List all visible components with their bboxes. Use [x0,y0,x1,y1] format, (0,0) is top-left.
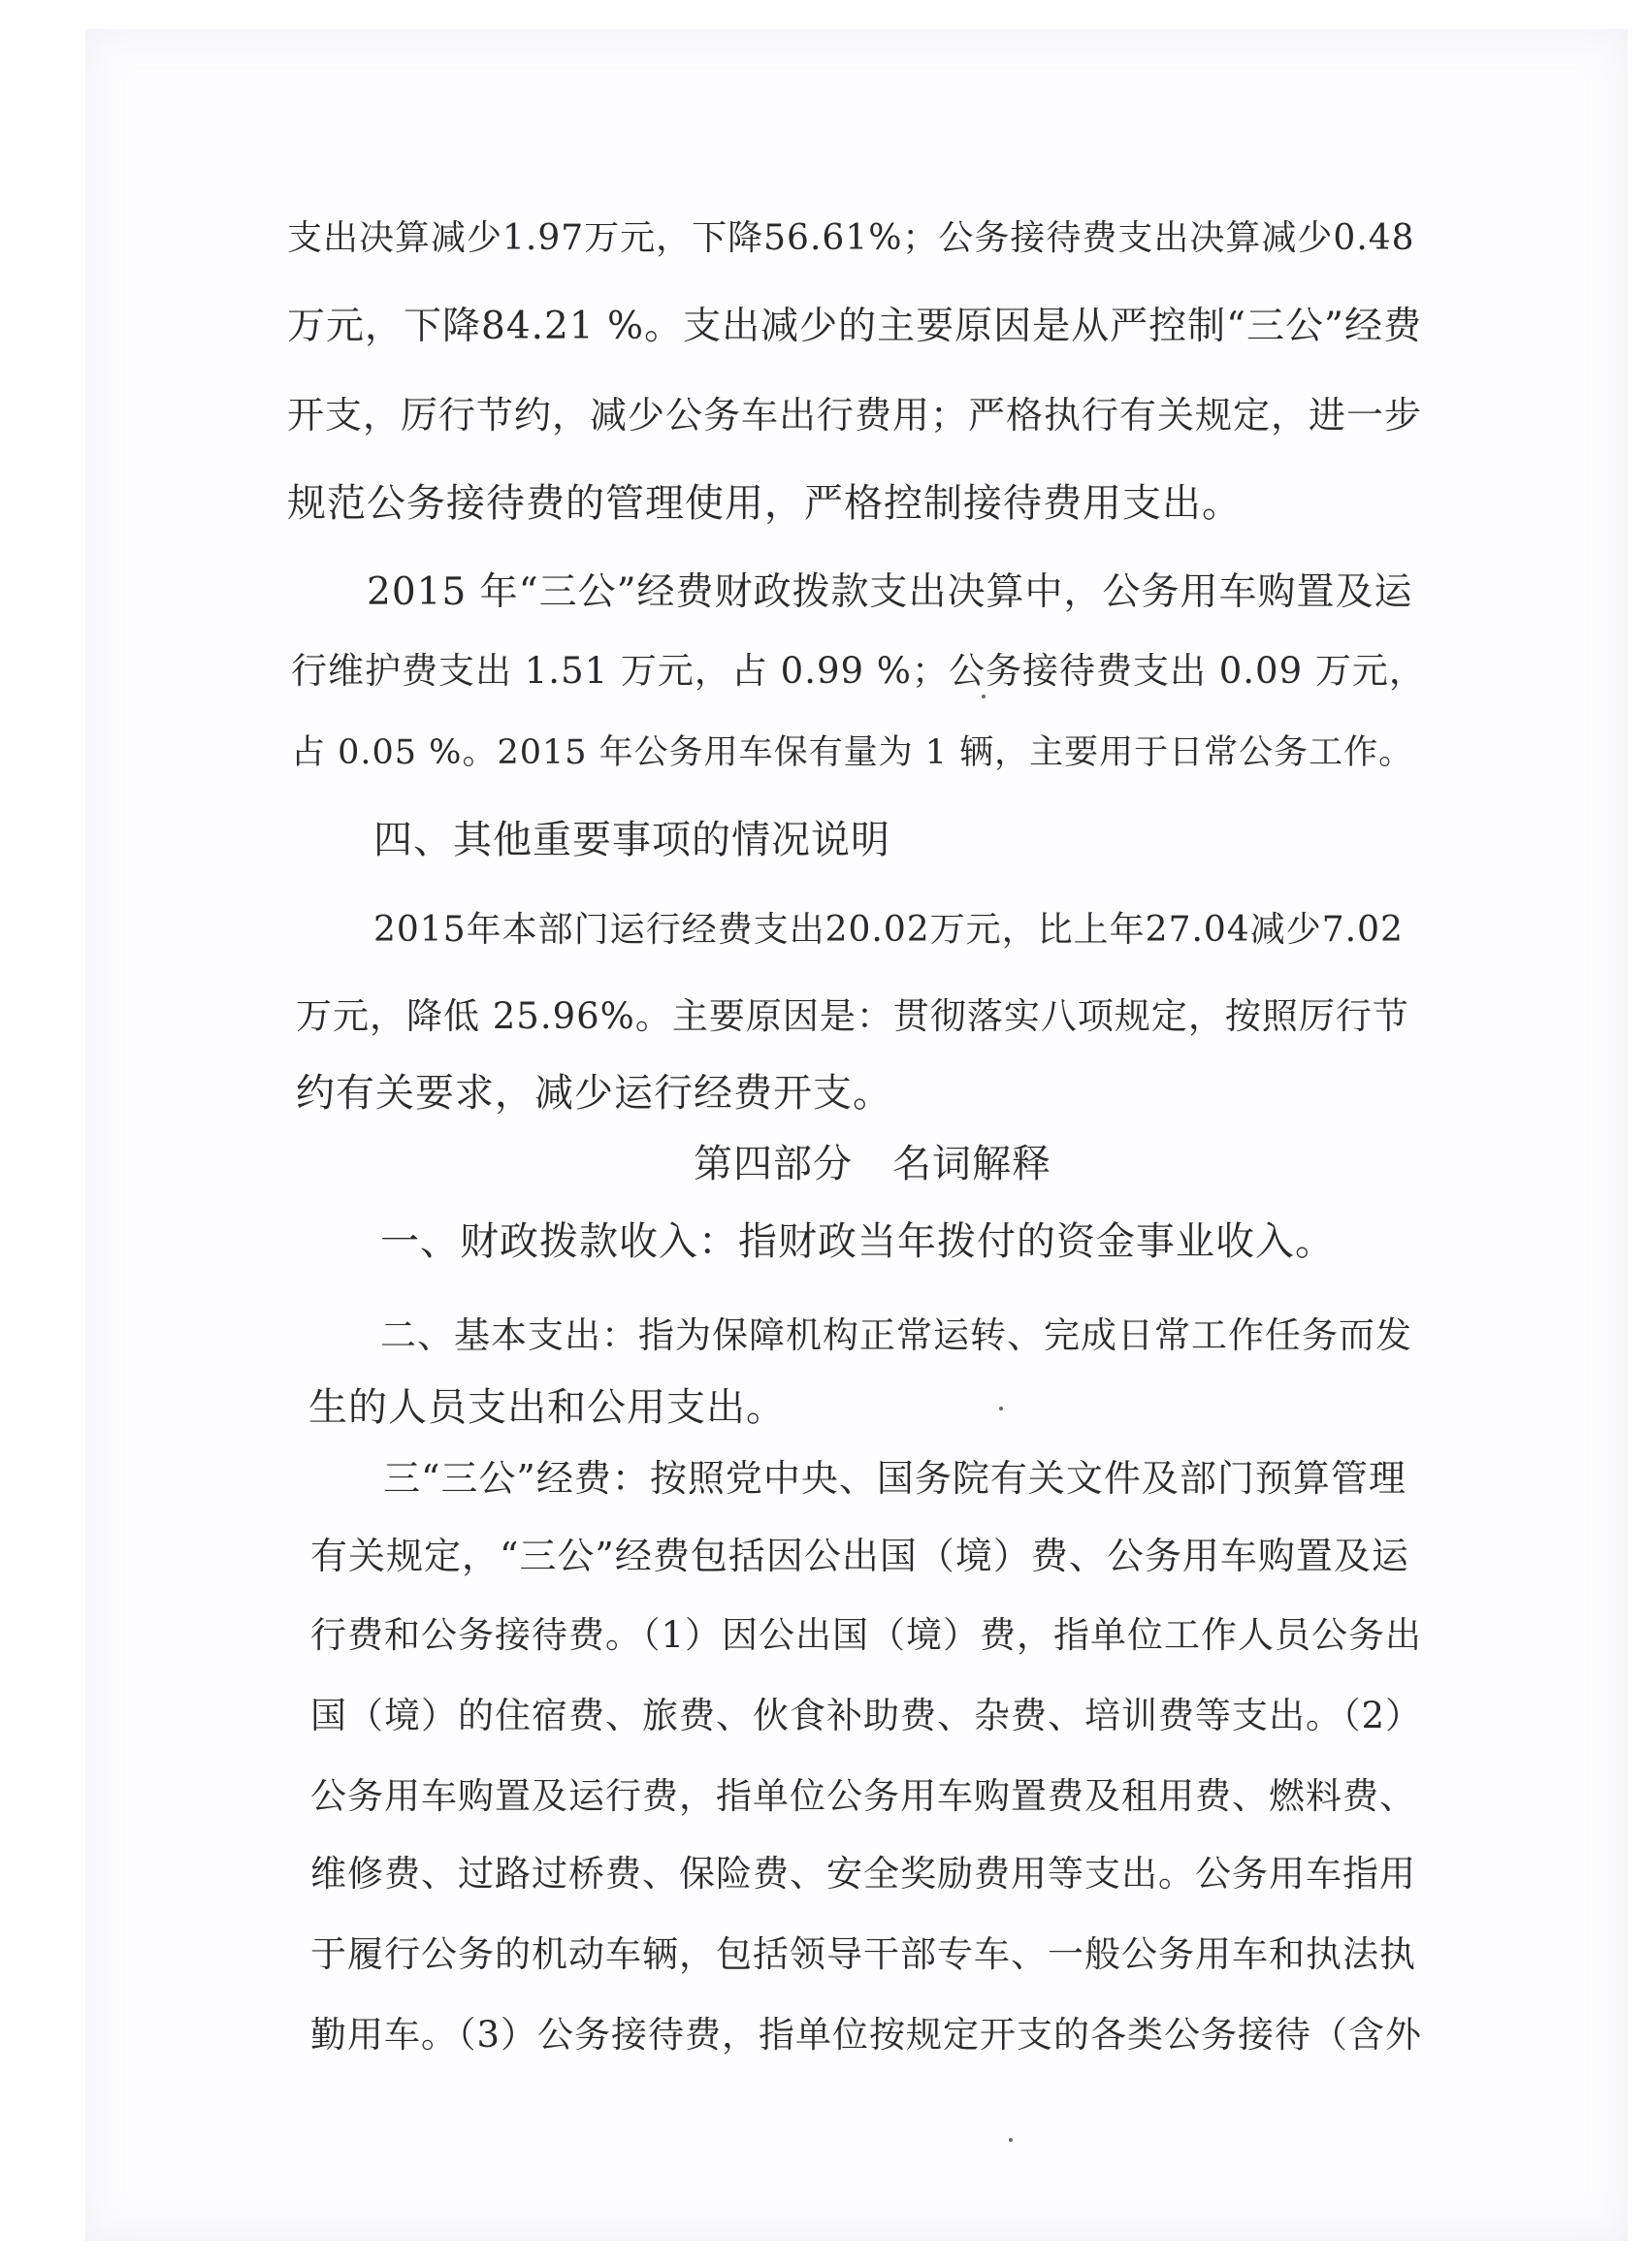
text-line-20: 公务用车购置及运行费，指单位公务用车购置费及租用费、燃料费、 [310,1775,1416,1817]
text-line-5: 2015 年“三公”经费财政拨款支出决算中，公务用车购置及运 [367,570,1413,614]
text-line-9: 2015年本部门运行经费支出20.02万元，比上年27.04减少7.02 [373,910,1404,950]
scan-speck [982,695,986,698]
text-line-17: 有关规定，“三公”经费包括因公出国（境）费、公务用车购置及运 [310,1535,1409,1577]
text-line-15: 生的人员支出和公用支出。 [308,1385,786,1430]
text-line-23: 勤用车。（3）公务接待费，指单位按规定开支的各类公务接待（含外 [310,2014,1423,2056]
text-line-3: 开支，厉行节约，减少公务车出行费用；严格执行有关规定，进一步 [287,394,1423,437]
scanned-page [85,29,1628,2241]
section-heading-other-matters: 四、其他重要事项的情况说明 [373,818,890,862]
text-line-11: 约有关要求，减少运行经费开支。 [296,1071,892,1116]
text-line-7: 占 0.05 %。2015 年公务用车保有量为 1 辆，主要用于日常公务工作。 [291,733,1414,772]
text-line-14: 二、基本支出：指为保障机构正常运转、完成日常工作任务而发 [380,1314,1412,1356]
text-line-22: 于履行公务的机动车辆，包括领导干部专车、一般公务用车和执法执 [310,1933,1416,1975]
scan-speck [999,1407,1003,1410]
part-four-heading: 第四部分 名词解释 [694,1142,1051,1186]
text-line-6: 行维护费支出 1.51 万元，占 0.99 %；公务接待费支出 0.09 万元， [291,650,1426,692]
text-line-2: 万元，下降84.21 %。支出减少的主要原因是从严控制“三公”经费 [287,305,1422,348]
text-line-21: 维修费、过路过桥费、保险费、安全奖励费用等支出。公务用车指用 [310,1853,1416,1895]
text-line-4: 规范公务接待费的管理使用，严格控制接待费用支出。 [287,481,1242,526]
text-line-1: 支出决算减少1.97万元，下降56.61%；公务接待费支出决算减少0.48 [287,218,1415,258]
text-line-18: 行费和公务接待费。（1）因公出国（境）费，指单位工作人员公务出 [310,1614,1423,1656]
text-line-13: 一、财政拨款收入：指财政当年拨付的资金事业收入。 [380,1219,1335,1264]
scan-speck [1009,2138,1013,2142]
text-line-10: 万元，降低 25.96%。主要原因是：贯彻落实八项规定，按照厉行节 [296,995,1409,1037]
text-line-19: 国（境）的住宿费、旅费、伙食补助费、杂费、培训费等支出。（2） [310,1695,1423,1736]
text-line-16: 三“三公”经费：按照党中央、国务院有关文件及部门预算管理 [383,1457,1406,1500]
